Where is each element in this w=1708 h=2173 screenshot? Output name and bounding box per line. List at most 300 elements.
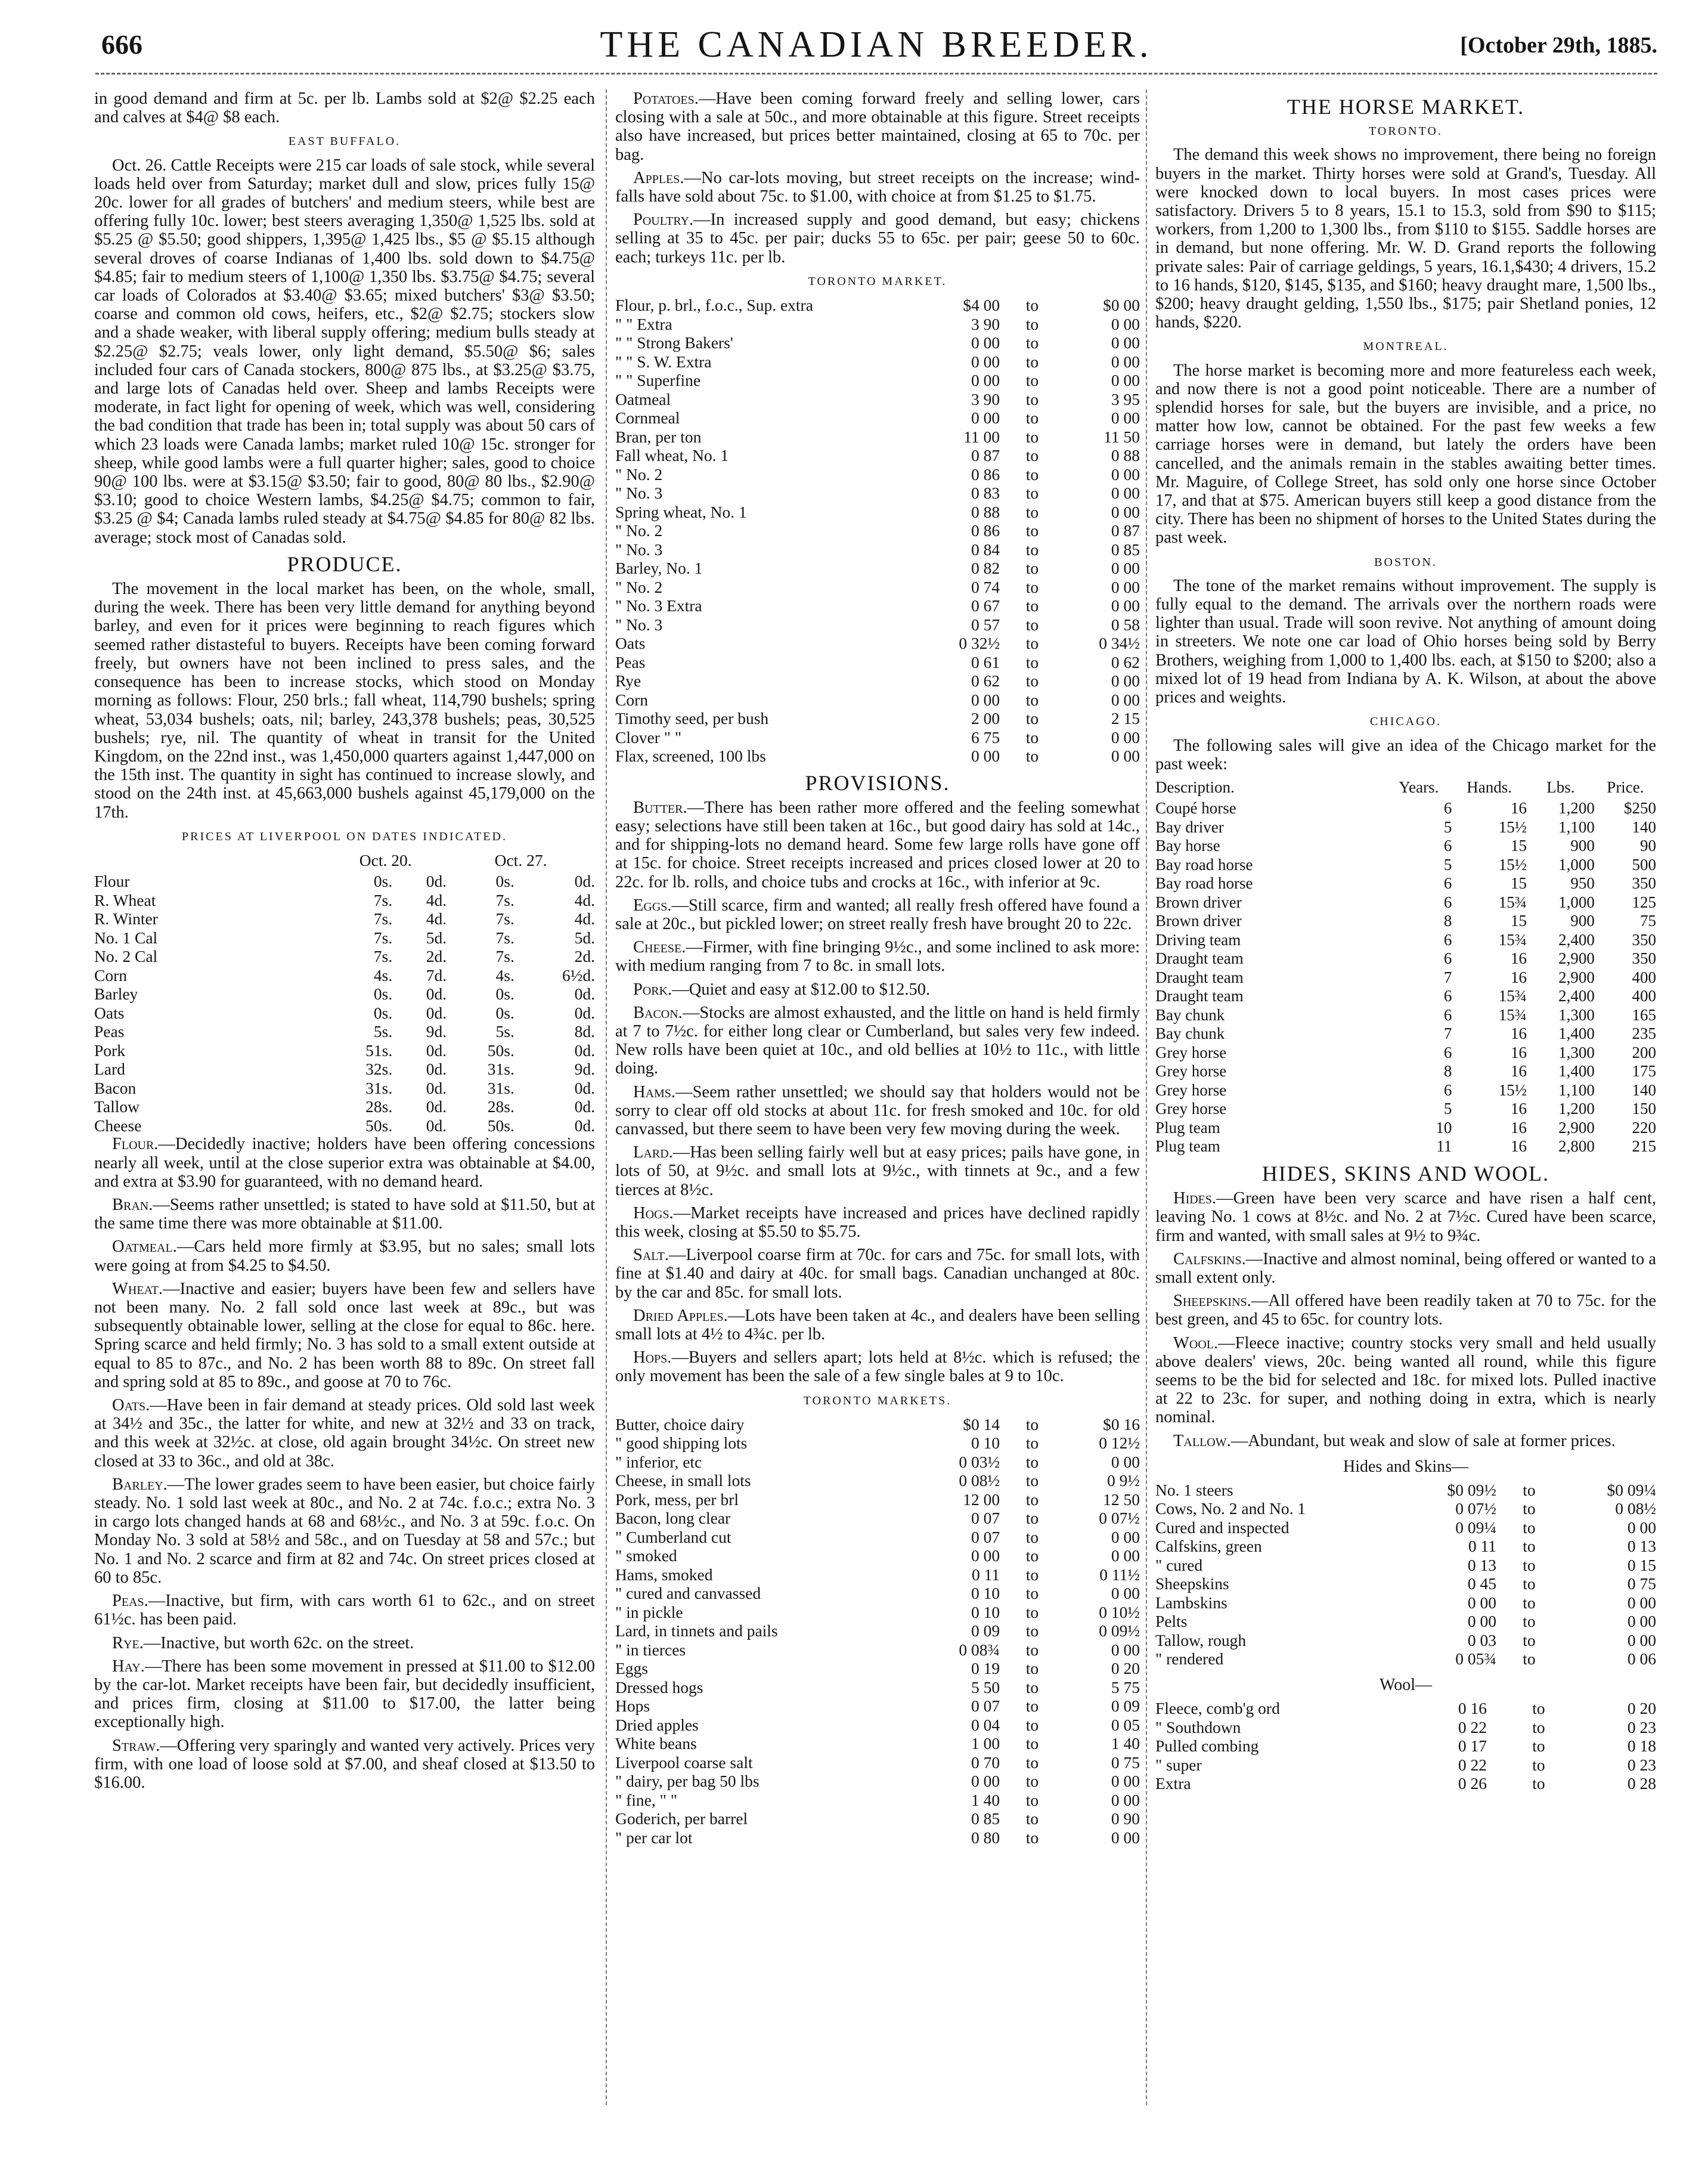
price-cell: 0 62 [1111, 652, 1140, 671]
price-cell: 0 07½ [1455, 1499, 1496, 1518]
price-cell: to [1025, 671, 1039, 691]
item-name: Plug team [1155, 1137, 1220, 1156]
price-cell: 3 90 [971, 389, 1000, 408]
price-cell: 0 17 [1458, 1736, 1487, 1756]
price-cell: 5d. [574, 928, 595, 947]
price-cell: to [1523, 1593, 1536, 1612]
market-paragraph [1155, 1334, 1656, 1427]
price-cell: to [1025, 1753, 1039, 1772]
item-name: R. Winter [94, 909, 158, 928]
table-row [94, 891, 595, 910]
price-cell: to [1025, 709, 1039, 728]
column-rule [1146, 89, 1147, 2105]
paragraph-lead: Apples. [633, 168, 684, 187]
table-row [1155, 949, 1656, 968]
table-row [94, 947, 595, 966]
item-name: " " S. W. Extra [615, 352, 712, 371]
price-cell: 50s. [487, 1116, 514, 1135]
price-cell: 0 28 [1627, 1774, 1656, 1793]
value-cell: 11 [1436, 1137, 1452, 1156]
price-cell: 0 12½ [1099, 1434, 1140, 1453]
item-name: Pelts [1155, 1612, 1188, 1631]
price-cell: 0 10 [971, 1602, 1000, 1621]
price-cell: 0 00 [1627, 1612, 1656, 1631]
item-name: Bay horse [1155, 837, 1220, 855]
item-name: No. 1 steers [1155, 1480, 1233, 1499]
value-cell: 15½ [1498, 1081, 1527, 1099]
value-cell: 16 [1510, 1137, 1527, 1156]
price-cell: to [1025, 1471, 1039, 1490]
price-cell: 0 06 [1627, 1649, 1656, 1669]
price-cell: to [1025, 1602, 1039, 1621]
price-cell: 0 11 [1468, 1537, 1496, 1556]
price-cell: to [1025, 1584, 1039, 1603]
price-cell: 32s. [365, 1060, 393, 1079]
table-row [615, 709, 1140, 728]
price-cell: to [1532, 1736, 1545, 1756]
paragraph-text: —Seem rather unsettled; we should say that holders would not be sorry to clear off old stocks at about 11c. for fresh smoked and 10c. for old canvassed, but there seem to have been very few moving during the week. [615, 1082, 1140, 1138]
item-name: Grey horse [1155, 1062, 1227, 1081]
item-name: Dressed hogs [615, 1677, 703, 1697]
table-row [1155, 874, 1656, 893]
price-cell: 0 16 [1458, 1699, 1487, 1718]
value-cell: $250 [1624, 799, 1656, 818]
price-cell: 12 50 [1103, 1490, 1140, 1509]
produce-report: The movement in the local market has been, on the whole, small, during the week. There has been very little demand for anything beyond barley, and even for it prices were beginning to reach figures which seemed rather distasteful to buyers. Receipts have been coming forward freely, but owners have not been inclined to press sales, and the consequence has been to increase stocks, which stood on Monday morning as follows: Flour, 250 brls.; fall wheat, 114,790 bushels; spring wheat, 53,034 bushels; oats, nil; barley, 243,378 bushels; peas, 30,525 bushels; rye, nil. The quantity of wheat in transit for the United Kingdom, on the 22nd inst., was 1,450,000 quarters against 1,447,000 on the 15th inst. The quantity in sight has continued to increase slowly, and stood on the 24th inst. at 45,663,000 bushels against 45,179,000 on the 17th. [94, 580, 595, 822]
price-cell: to [1025, 690, 1039, 709]
market-paragraph [1155, 1250, 1656, 1287]
table-row [615, 1434, 1140, 1453]
item-name: Grey horse [1155, 1100, 1227, 1118]
item-name: " inferior, etc [615, 1452, 702, 1471]
column-right [1155, 89, 1656, 1793]
price-cell: 0 00 [1467, 1612, 1496, 1631]
value-cell: 15¾ [1498, 893, 1527, 911]
item-name: Bay road horse [1155, 874, 1253, 893]
item-name: " " Superfine [615, 371, 701, 390]
item-name: Rye [615, 671, 641, 691]
item-name: " Southdown [1155, 1717, 1241, 1736]
table-row [1155, 1718, 1656, 1737]
price-cell: 0 86 [971, 521, 1000, 540]
price-cell: 0 00 [1111, 747, 1140, 766]
price-cell: 31s. [365, 1078, 393, 1097]
market-paragraph [1155, 1432, 1656, 1450]
item-name: Grey horse [1155, 1043, 1227, 1061]
price-cell: 2 15 [1111, 709, 1140, 728]
item-name: Lard, in tinnets and pails [615, 1621, 778, 1640]
item-name: Cured and inspected [1155, 1518, 1289, 1537]
price-cell: 0 10½ [1099, 1602, 1140, 1621]
price-cell: to [1523, 1499, 1536, 1518]
price-cell: to [1025, 1659, 1039, 1678]
paragraph-text: —Inactive, but worth 62c. on the street. [143, 1633, 414, 1652]
paragraph-lead: Hay. [112, 1657, 145, 1676]
price-cell: 0 05¾ [1455, 1649, 1496, 1669]
east-buffalo-report: Oct. 26. Cattle Receipts were 215 car loads of sale stock, while several loads held over from Saturday; market dull and slow, prices fully 15@ 20c. lower for all grades of butchers' and medium steers, while best are offering fully 10c. lower; best steers averaging 1,350@ 1,525 lbs. sold at $5.25 @ $5.50; good shippers, 1,395@ 1,425 lbs., $5 @ $5.15 although several droves of coarse Indianas of 1,400 lbs. sold down to $4.75@ $4.85; fair to medium steers of 1,100@ 1,350 lbs. $3.75@ $4.75; several car loads of Colorados at $3.40@ $3.65; mixed butchers' $3@ $3.50; coarse and common old cows, heifers, etc., $2@ $2.75; stockers slow and a shade weaker, with liberal supply offering; medium bulls steady at $2.25@ $2.75; veals lower, only light demand, $5.50@ $6; sales included four cars of Canada stockers, 800@ 875 lbs., at $3.25@ $3.75, and large lots of Canadas held over. Sheep and lambs Receipts were moderate, in fact light for opening of week, which was well, considering the bad condition that trade has been in; total supply was about 50 cars of which 23 loads were Canada lambs; market ruled 10@ 15c. stronger for sheep, while good lambs were a full quarter higher; sales, good to choice 90@ 100 lbs. were at $3.15@ $3.50; fair to good, 80@ 80 lbs., $2.90@ $3.10; good to choice Western lambs, $4.25@ $4.75; common to fair, $3.25 @ $4; Canada lambs ruled steady at $4.75@ $4.85 for 80@ 82 lbs. average; stock most of Canadas sold. [94, 156, 595, 547]
paragraph-lead: Potatoes. [633, 89, 699, 108]
table-row [615, 315, 1140, 334]
item-name: " good shipping lots [615, 1434, 748, 1453]
table-row [615, 1828, 1140, 1847]
price-cell: 0d. [426, 1003, 447, 1022]
table-row [615, 1509, 1140, 1528]
price-cell: 0 10 [971, 1434, 1000, 1453]
table-row [615, 559, 1140, 578]
montreal-report: The horse market is becoming more and more featureless each week, and now there is not a good point noticeable. There are a number of splendid horses for sale, but the buyers are invisible, and a price, no matter how low, cannot be obtained. For the past few weeks a few carriage horses were in demand, but lately the orders have been cancelled, and the animals remain in the stables awaiting better times. Mr. Maguire, of College Street, has sold only one horse since October 17, and that at $75. American buyers still keep a good distance from the city. There has been no shipment of horses to the United States during the past week. [1155, 361, 1656, 547]
paragraph-text: —Seems rather unsettled; is stated to have sold at $11.50, but at the same time there was more obtainable at $11.00. [94, 1196, 595, 1233]
table-row [615, 408, 1140, 428]
price-cell: 0 83 [971, 484, 1000, 503]
item-name: Tallow, rough [1155, 1630, 1247, 1649]
item-name: Bay driver [1155, 818, 1224, 836]
value-cell: 5 [1443, 818, 1452, 836]
price-cell: to [1025, 1546, 1039, 1565]
table-row [615, 1490, 1140, 1509]
item-name: Bacon [94, 1078, 137, 1097]
price-cell: 5d. [426, 928, 447, 947]
column-header: Oct. 27. [494, 850, 547, 869]
item-name: Flax, screened, 100 lbs [615, 747, 766, 766]
paragraph-text: —Liverpool coarse firm at 70c. for cars and 75c. for small lots, with fine at $1.40 and dairy at 40c. for small bags. Canadian unchanged at 80c. by the car and 85c. for small lots. [615, 1246, 1140, 1302]
paragraph-text: —No car-lots moving, but street receipts on the increase; wind-falls have sold about 75c. to $1.00, with choice at from $1.25 to $1.75. [615, 168, 1140, 206]
table-row [615, 446, 1140, 465]
table-row [615, 465, 1140, 484]
table-row [94, 966, 595, 985]
paragraph-text: —Inactive, but firm, with cars worth 61 to 62c., and on street 61½c. has been paid. [94, 1592, 595, 1629]
table-row [1155, 837, 1656, 856]
price-cell: 0d. [574, 1003, 595, 1022]
table-row [1155, 1574, 1656, 1593]
value-cell: 140 [1632, 818, 1656, 836]
price-cell: to [1025, 352, 1039, 371]
value-cell: 15¾ [1498, 1005, 1527, 1024]
chicago-intro: The following sales will give an idea of the Chicago market for the past week: [1155, 736, 1656, 773]
value-cell: 6 [1443, 949, 1452, 968]
price-cell: 0 07 [971, 1509, 1000, 1528]
price-cell: 0 88 [1111, 446, 1140, 465]
item-name: Extra [1155, 1774, 1191, 1793]
paragraph-lead: Lard. [633, 1143, 673, 1162]
paragraph-text: —There has been some movement in pressed at $11.00 to $12.00 by the car-lot. Market receipts have been fair, but decidedly insufficient, and prices firm, closing at $11.00 to $17.00, the latter being exceptionally high. [94, 1657, 595, 1732]
paragraph-lead: Flour. [112, 1135, 159, 1154]
price-cell: $0 09¼ [1607, 1480, 1656, 1499]
paragraph-lead: Poultry. [633, 211, 694, 230]
value-cell: 1,300 [1558, 1043, 1595, 1061]
column-header: Description. [1155, 778, 1235, 796]
price-cell: to [1025, 446, 1039, 465]
table-row [615, 540, 1140, 559]
price-cell: to [1025, 596, 1039, 615]
item-name: Oatmeal [615, 389, 671, 408]
hides-table-heading: Hides and Skins— [1343, 1457, 1468, 1476]
item-name: Dried apples [615, 1715, 699, 1734]
value-cell: 6 [1443, 987, 1452, 1005]
price-cell: 0 04 [971, 1715, 1000, 1734]
table-row [615, 691, 1140, 710]
price-cell: $0 16 [1103, 1414, 1140, 1434]
value-cell: 15¾ [1498, 930, 1527, 949]
value-cell: 165 [1632, 1005, 1656, 1024]
price-cell: 0 88 [971, 502, 1000, 521]
value-cell: 6 [1443, 893, 1452, 911]
paragraph-lead: Pork. [633, 980, 672, 999]
table-row [1155, 1100, 1656, 1119]
price-cell: 4d. [574, 909, 595, 928]
price-cell: to [1025, 1490, 1039, 1509]
price-cell: 4s. [495, 965, 514, 985]
market-paragraph [615, 1083, 1140, 1139]
price-cell: 0 00 [1111, 484, 1140, 503]
value-cell: 6 [1443, 1043, 1452, 1061]
price-cell: 0 87 [971, 446, 1000, 465]
value-cell: 2,900 [1558, 1118, 1595, 1137]
market-paragraph [615, 938, 1140, 975]
price-cell: 0 07 [971, 1697, 1000, 1716]
price-cell: to [1025, 1697, 1039, 1716]
market-paragraph [94, 1475, 595, 1587]
item-name: No. 2 Cal [94, 947, 158, 966]
price-cell: 0 20 [1111, 1659, 1140, 1678]
toronto-markets-table [615, 1415, 1140, 1847]
table-body [1155, 799, 1656, 1156]
price-cell: 0 58 [1111, 615, 1140, 634]
value-cell: 400 [1632, 987, 1656, 1005]
paragraph-lead: Barley. [112, 1475, 168, 1494]
paragraph-text: —Market receipts have increased and prices have declined rapidly this week, closing at $5.50 to $5.75. [615, 1203, 1140, 1241]
price-cell: 0 00 [1111, 465, 1140, 484]
table-row [94, 928, 595, 948]
price-cell: 0 18 [1627, 1736, 1656, 1756]
price-cell: to [1025, 296, 1039, 315]
paragraph-lead: Oats. [112, 1396, 150, 1415]
price-cell: 0 22 [1458, 1755, 1487, 1774]
price-cell: to [1025, 1809, 1039, 1828]
table-header-row [94, 851, 595, 872]
item-name: Cheese [94, 1116, 142, 1135]
price-cell: 0 00 [1627, 1518, 1656, 1537]
price-cell: 0 00 [1111, 671, 1140, 691]
item-name: Goderich, per barrel [615, 1809, 748, 1828]
item-name: Peas [615, 652, 646, 671]
table-row [1155, 1736, 1656, 1756]
table-row [1155, 1119, 1656, 1138]
value-cell: 15½ [1498, 818, 1527, 836]
market-paragraph [94, 1657, 595, 1732]
price-cell: to [1025, 615, 1039, 634]
table-row [94, 1097, 595, 1116]
price-cell: 0 23 [1627, 1717, 1656, 1736]
paragraph-text: —Green have been very scarce and have risen a half cent, leaving No. 1 cows at 8½c. and No. 2 at 7½c. Cured have been scarce, firm and wanted, with small sales at 9½ to 9¾c. [1155, 1189, 1656, 1245]
price-cell: 0 00 [1467, 1593, 1496, 1612]
price-cell: 0 00 [971, 333, 1000, 352]
item-name: " No. 3 [615, 540, 663, 559]
market-paragraph [615, 89, 1140, 164]
value-cell: 1,200 [1558, 1100, 1595, 1118]
value-cell: 350 [1632, 949, 1656, 968]
price-cell: 0s. [373, 1003, 393, 1022]
toronto-market-table [615, 296, 1140, 766]
hides-items [1155, 1189, 1656, 1450]
price-cell: 0 11 [971, 1565, 1000, 1584]
price-cell: to [1025, 540, 1039, 559]
table-row [1155, 931, 1656, 950]
value-cell: 15¾ [1498, 987, 1527, 1005]
table-row [94, 1004, 595, 1023]
value-cell: 140 [1632, 1081, 1656, 1099]
paragraph-text: —Decidedly inactive; holders have been offering concessions nearly all week, until at the close superior extra was obtainable at $4.00, and extra at $3.90 for guaranteed, with no demand heard. [94, 1135, 595, 1191]
toronto-heading: TORONTO. [1369, 125, 1443, 138]
paragraph-lead: Hides. [1173, 1189, 1217, 1208]
price-cell: 0d. [574, 1116, 595, 1135]
price-cell: to [1532, 1699, 1545, 1718]
price-cell: 0 00 [1111, 1828, 1140, 1847]
table-row [615, 1772, 1140, 1791]
price-cell: 0 00 [1111, 314, 1140, 333]
item-name: Bran, per ton [615, 427, 702, 446]
horse-market-heading: THE HORSE MARKET. [1287, 95, 1525, 119]
paragraph-text: —All offered have been readily taken at 70 to 75c. for the best green, and 45 to 65c. for country lots. [1155, 1292, 1656, 1329]
table-row [615, 503, 1140, 522]
produce-heading: PRODUCE. [287, 552, 402, 576]
intro-paragraph: in good demand and firm at 5c. per lb. Lambs sold at $2@ $2.25 each and calves at $4@ $8 each. [94, 89, 595, 127]
price-cell: 0 00 [971, 352, 1000, 371]
price-cell: 28s. [365, 1097, 393, 1116]
price-cell: to [1025, 1640, 1039, 1659]
table-row [1155, 1081, 1656, 1100]
price-cell: to [1523, 1480, 1536, 1499]
table-row [615, 1621, 1140, 1640]
header-rule [95, 73, 1657, 75]
price-cell: to [1025, 1621, 1039, 1640]
price-cell: to [1025, 314, 1039, 333]
item-name: " per car lot [615, 1828, 693, 1847]
price-cell: 0d. [426, 1116, 447, 1135]
table-row [1155, 1593, 1656, 1612]
price-cell: to [1025, 521, 1039, 540]
price-cell: 5s. [495, 1022, 514, 1041]
table-row [94, 1116, 595, 1135]
price-cell: 0 00 [971, 408, 1000, 428]
table-row [94, 1041, 595, 1060]
price-cell: 0 75 [1627, 1574, 1656, 1593]
price-cell: to [1025, 408, 1039, 428]
item-name: " in pickle [615, 1602, 683, 1621]
price-cell: 0 00 [971, 747, 1000, 766]
item-name: Clover " " [615, 728, 682, 747]
item-name: " " Extra [615, 314, 672, 333]
item-name: Corn [94, 965, 127, 985]
value-cell: 220 [1632, 1118, 1656, 1137]
item-name: " " Strong Bakers' [615, 333, 733, 352]
table-body [615, 1415, 1140, 1847]
price-cell: 0d. [426, 985, 447, 1004]
value-cell: 1,000 [1558, 855, 1595, 874]
item-name: " No. 3 [615, 484, 663, 503]
item-name: Tallow [94, 1097, 140, 1116]
price-cell: to [1523, 1612, 1536, 1631]
value-cell: 6 [1443, 1005, 1452, 1024]
item-name: Pulled combing [1155, 1736, 1259, 1756]
paragraph-lead: Dried Apples. [633, 1306, 728, 1325]
table-row [1155, 1044, 1656, 1063]
table-row [1155, 1137, 1656, 1156]
price-cell: 4s. [373, 965, 393, 985]
paragraph-lead: Straw. [112, 1736, 160, 1755]
price-cell: 0 09¼ [1455, 1518, 1496, 1537]
item-name: Oats [94, 1003, 125, 1022]
item-name: " rendered [1155, 1649, 1224, 1669]
table-row [94, 872, 595, 891]
price-cell: to [1025, 1527, 1039, 1546]
price-cell: 0 90 [1111, 1809, 1140, 1828]
provisions-items [615, 798, 1140, 1386]
item-name: Corn [615, 690, 648, 709]
paragraph-lead: Bacon. [633, 1003, 683, 1022]
table-row [94, 1079, 595, 1098]
market-paragraph [615, 1204, 1140, 1241]
item-name: " No. 2 [615, 577, 663, 596]
paragraph-lead: Wool. [1173, 1333, 1219, 1352]
price-cell: to [1532, 1774, 1545, 1793]
item-name: Barley, No. 1 [615, 559, 703, 578]
item-name: Bay chunk [1155, 1005, 1225, 1024]
table-row [615, 1603, 1140, 1622]
table-row [1155, 987, 1656, 1006]
market-paragraph [94, 1592, 595, 1629]
price-cell: 6 75 [971, 728, 1000, 747]
price-cell: 0 07 [971, 1527, 1000, 1546]
price-cell: to [1523, 1649, 1536, 1669]
price-cell: 50s. [365, 1116, 393, 1135]
price-cell: 0d. [426, 1060, 447, 1079]
value-cell: 16 [1510, 1043, 1527, 1061]
item-name: White beans [615, 1734, 697, 1753]
value-cell: 16 [1510, 968, 1527, 986]
price-cell: to [1025, 1434, 1039, 1453]
item-name: Peas [94, 1022, 125, 1041]
table-row [615, 1471, 1140, 1490]
price-cell: to [1532, 1755, 1545, 1774]
item-name: Bay chunk [1155, 1024, 1225, 1043]
price-cell: $0 00 [1103, 296, 1140, 315]
table-body [94, 872, 595, 1135]
table-row [94, 1060, 595, 1079]
table-row [1155, 1006, 1656, 1025]
price-cell: to [1523, 1518, 1536, 1537]
price-cell: 0s. [495, 1003, 514, 1022]
price-cell: 0 00 [1111, 577, 1140, 596]
price-cell: to [1025, 652, 1039, 671]
market-paragraph [94, 1634, 595, 1652]
price-cell: 7s. [373, 909, 393, 928]
table-row [615, 634, 1140, 653]
price-cell: 0 75 [1111, 1753, 1140, 1772]
value-cell: 500 [1632, 855, 1656, 874]
item-name: " dairy, per bag 50 lbs [615, 1772, 760, 1791]
paragraph-lead: Rye. [112, 1633, 144, 1652]
price-cell: 0 00 [1111, 371, 1140, 390]
price-cell: 2d. [574, 947, 595, 966]
value-cell: 5 [1443, 855, 1452, 874]
price-cell: 0 80 [971, 1828, 1000, 1847]
price-cell: 0 00 [971, 1772, 1000, 1791]
table-row [615, 1678, 1140, 1697]
value-cell: 125 [1632, 893, 1656, 911]
price-cell: to [1025, 333, 1039, 352]
table-row [615, 521, 1140, 540]
table-row [615, 1791, 1140, 1810]
